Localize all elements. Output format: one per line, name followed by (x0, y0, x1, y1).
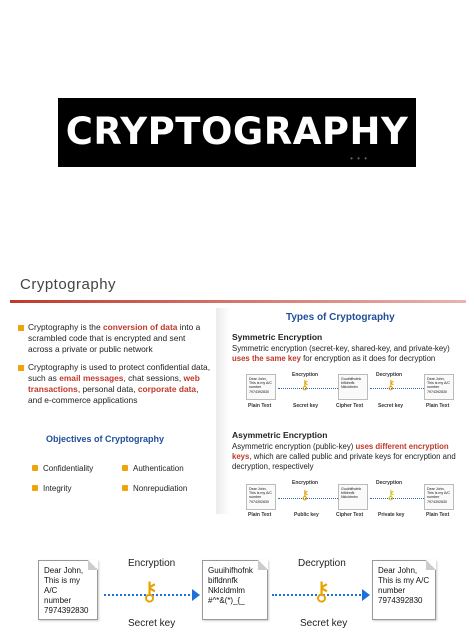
sym-key-icon-2: ⚷ (386, 377, 396, 392)
asym-key1-label: Public key (294, 512, 319, 518)
asym-cipher-doc: Guuihifhofnk bifldnnfk Nklcldmlm (338, 484, 368, 510)
slide-title: Cryptography (20, 276, 117, 293)
sym-plain-doc: Dear John, This is my A/C number 7974392830 (246, 374, 276, 400)
desc-text: , which are called public and private keys for encryption and decryption, respectively (232, 452, 456, 471)
bullet-text: , personal data, (77, 384, 138, 394)
objective-confidentiality: Confidentiality (32, 464, 93, 473)
doc-line: This is my A/C (44, 576, 80, 595)
doc-line: 7974392830 (378, 596, 423, 605)
symmetric-description (232, 344, 462, 364)
sym-key-icon-1: ⚷ (300, 377, 310, 392)
bullet-text: Cryptography is the (28, 322, 103, 332)
sym-plain-doc-2: Dear John, This is my A/C number 7974392830 (424, 374, 454, 400)
sym-dec-label: Decryption (376, 372, 403, 378)
sym-plain-label-2: Plain Text (426, 403, 450, 409)
objective-nonrepudiation: Nonrepudiation (122, 484, 187, 493)
doc-line: This is my A/C (378, 576, 430, 585)
doc-fold-icon (88, 560, 98, 570)
doc-line: Dear John, (378, 566, 418, 575)
bullet-list (15, 322, 211, 413)
bullet-text: , and e-commerce applications (28, 384, 199, 405)
bullet-text: , chat sessions, (123, 373, 184, 383)
highlight-text: uses different encryption keys (232, 442, 449, 461)
secret-key-label-2: Secret key (300, 618, 348, 629)
symmetric-heading: Symmetric Encryption (232, 332, 323, 342)
desc-text: for encryption as it does for decryption (300, 354, 436, 363)
sym-key1-label: Secret key (293, 403, 319, 409)
doc-fold-icon (426, 560, 436, 570)
asymmetric-heading: Asymmetric Encryption (232, 430, 328, 440)
sym-cipher-doc: Guuihifhofnk bifldnnfk Nklcldmlm (338, 374, 368, 400)
secret-key-icon: ⚷ (140, 576, 160, 606)
doc-line: number (378, 586, 406, 595)
cryptography-slide (10, 268, 466, 518)
banner-dots: • • • (350, 154, 368, 163)
asym-dec-label: Decryption (376, 480, 403, 486)
highlight-text: corporate data (137, 384, 197, 394)
asym-private-key-icon: ⚷ (386, 487, 396, 502)
asym-public-key-icon: ⚷ (300, 487, 310, 502)
encryption-diagram (0, 548, 474, 632)
doc-line: Nklcldmlm (208, 586, 245, 595)
doc-line: bifldnnfk (208, 576, 238, 585)
asym-enc-label: Encryption (292, 480, 319, 486)
decryption-label: Decryption (298, 558, 346, 569)
highlight-text: conversion of data (102, 322, 178, 332)
asym-plain-label-2: Plain Text (426, 512, 450, 518)
arrow-head-icon (192, 589, 200, 601)
doc-line: 7974392830 (44, 606, 89, 615)
bullet-text: into a scrambled code that is encrypted and sent across a private or public network (28, 322, 201, 354)
page-title: CRYPTOGRAPHY (65, 110, 409, 153)
cipher-text-document (202, 560, 268, 620)
asymmetric-description (232, 442, 464, 472)
title-banner (58, 98, 416, 167)
slide-divider (10, 300, 466, 303)
highlight-text: email messages (59, 373, 124, 383)
objective-integrity: Integrity (32, 484, 71, 493)
objectives-title: Objectives of Cryptography (46, 434, 165, 444)
secret-key-icon: ⚷ (312, 576, 332, 606)
asym-cipher-label: Cipher Text (336, 512, 364, 518)
doc-fold-icon (258, 560, 268, 570)
plain-text-document (38, 560, 98, 620)
desc-text: Symmetric encryption (secret-key, shared-key, and private-key) (232, 344, 450, 353)
highlight-text: web transactions (28, 373, 200, 394)
asym-arrow-2 (370, 498, 424, 499)
sym-arrow-2 (370, 388, 424, 389)
bullet-text: Cryptography is used to protect confidential data, such as (28, 362, 211, 383)
asym-plain-doc-2: Dear John, This is my A/C number 7974392830 (424, 484, 454, 510)
types-title: Types of Cryptography (286, 312, 395, 323)
doc-line: Dear John, (44, 566, 84, 575)
doc-line: number (44, 596, 72, 605)
arrow-head-icon (362, 589, 370, 601)
asym-plain-label: Plain Text (248, 512, 272, 518)
bullet-uses (15, 362, 211, 406)
objective-authentication: Authentication (122, 464, 184, 473)
encryption-label: Encryption (128, 558, 176, 569)
doc-line: #^*&(*)_{_ (208, 596, 245, 605)
doc-line: Guuihifhofnk (208, 566, 253, 575)
sym-cipher-label: Cipher Text (336, 403, 364, 409)
sym-key2-label: Secret key (378, 403, 404, 409)
sym-plain-label: Plain Text (248, 403, 272, 409)
plain-text-document-2 (372, 560, 436, 620)
bullet-definition (15, 322, 211, 355)
desc-text: Asymmetric encryption (public-key) (232, 442, 356, 451)
asym-key2-label: Private key (378, 512, 405, 518)
asym-plain-doc: Dear John, This is my A/C number 7974392830 (246, 484, 276, 510)
sym-enc-label: Encryption (292, 372, 319, 378)
highlight-text: uses the same key (232, 354, 301, 363)
secret-key-label-1: Secret key (128, 618, 176, 629)
panel-divider (216, 308, 230, 514)
